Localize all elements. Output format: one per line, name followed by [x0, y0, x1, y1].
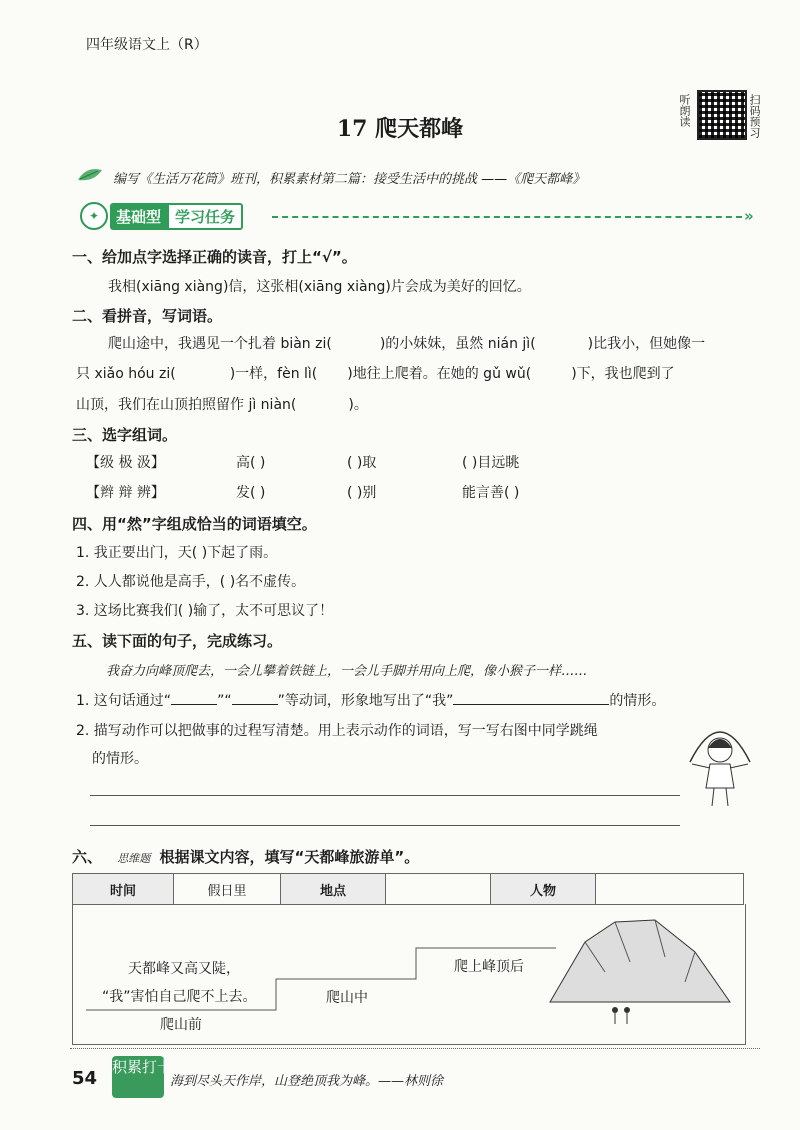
- q5-item1-part: 1. 这句话通过“: [76, 693, 172, 709]
- tour-table: [72, 873, 744, 905]
- q5-item1-part: ”等动词，形象地写出了“我”: [277, 693, 454, 709]
- header-time: 时间: [73, 874, 174, 905]
- q2-line2-part: )一样，fèn lì(: [229, 366, 318, 382]
- q5-item2: 2. 描写动作可以把做事的过程写清楚。用上表示动作的词语，写一写右图中同学跳绳: [76, 723, 598, 739]
- q3-row1-b: ( )取: [347, 455, 377, 471]
- q5-item2-cont: 的情形。: [92, 751, 148, 767]
- q3-row1-chars: 【级 极 汲】: [86, 455, 165, 471]
- footer-tag: 积累打卡: [112, 1056, 164, 1098]
- q5-item1-part: ”“: [217, 693, 232, 709]
- step1-text: 天都峰又高又陡，: [128, 961, 240, 977]
- q6-tag: 思维题: [117, 852, 151, 865]
- q1-title: 一、给加点字选择正确的读音，打上“√”。: [72, 248, 357, 266]
- qr-code-icon[interactable]: [697, 90, 747, 140]
- q2-line1: [108, 333, 705, 353]
- q6-title: 根据课文内容，填写“天都峰旅游单”。: [159, 848, 420, 866]
- q2-line3-part: 山顶，我们在山顶拍照留作 jì niàn(: [76, 397, 297, 413]
- jump-rope-girl-image: [680, 712, 760, 812]
- place-value[interactable]: [386, 874, 491, 905]
- mountain-image: [545, 912, 735, 1032]
- badge-part1: 基础型: [110, 203, 167, 230]
- arrows-icon: »: [744, 207, 754, 225]
- answer-blank[interactable]: [453, 704, 609, 705]
- q2-line1-part: 爬山途中，我遇见一个扎着 biàn zi(: [108, 336, 332, 352]
- q6-line: [72, 846, 419, 867]
- writing-line[interactable]: [90, 825, 680, 826]
- q3-title: 三、选字组词。: [72, 426, 178, 444]
- header-people: 人物: [491, 874, 596, 905]
- q3-row2-b: ( )别: [347, 485, 377, 501]
- q2-line2-part: 只 xiǎo hóu zi(: [76, 366, 176, 382]
- q4-item: 2. 人人都说他是高手，( )名不虚传。: [76, 574, 306, 590]
- page-number: 54: [72, 1068, 98, 1089]
- q5-title: 五、读下面的句子，完成练习。: [72, 632, 283, 650]
- step3-label: 爬上峰顶后: [454, 959, 524, 975]
- q6-num: 六、: [72, 848, 103, 866]
- q3-row1-a: 高( ): [236, 455, 266, 471]
- step2-label: 爬山中: [326, 990, 368, 1006]
- section-divider: [272, 216, 742, 218]
- intro-line: 编写《生活万花筒》班刊，积累素材第二篇：接受生活中的挑战 ——《爬天都峰》: [113, 172, 586, 187]
- q3-row2-c: 能言善( ): [462, 485, 520, 501]
- qr-right-label: 扫码预习: [748, 94, 761, 138]
- leaf-icon: [76, 166, 104, 182]
- q2-line1-part: )比我小，但她像一: [587, 336, 706, 352]
- footer-quote: 海到尽头天作岸，山登绝顶我为峰。——林则徐: [170, 1074, 444, 1089]
- q3-row2-chars: 【辫 辩 辨】: [86, 485, 165, 501]
- step1-label: 爬山前: [160, 1017, 202, 1033]
- answer-blank[interactable]: [171, 704, 217, 705]
- q2-line2-part: )下，我也爬到了: [571, 366, 675, 382]
- badge-part2: 学习任务: [167, 203, 243, 230]
- step1-text: “我”害怕自己爬不上去。: [102, 989, 257, 1005]
- qr-left-label: 听朗读: [678, 94, 691, 127]
- lightbulb-icon: ✦: [80, 202, 108, 230]
- header-place: 地点: [281, 874, 386, 905]
- q2-line2: [76, 363, 675, 383]
- time-value[interactable]: 假日里: [174, 874, 281, 905]
- q3-row2-a: 发( ): [236, 485, 266, 501]
- q2-line2-part: )地往上爬着。在她的 gǔ wǔ(: [347, 366, 532, 382]
- lesson-title: 17 爬天都峰: [336, 116, 464, 142]
- footer-divider: [70, 1048, 760, 1049]
- q4-item: 1. 我正要出门，天( )下起了雨。: [76, 545, 278, 561]
- writing-line[interactable]: [90, 795, 680, 796]
- q2-line3-part: )。: [348, 397, 368, 413]
- answer-blank[interactable]: [232, 704, 278, 705]
- q2-line1-part: )的小妹妹，虽然 nián jì(: [379, 336, 536, 352]
- people-value[interactable]: [596, 874, 744, 905]
- q4-item: 3. 这场比赛我们( )输了，太不可思议了！: [76, 603, 334, 619]
- q4-title: 四、用“然”字组成恰当的词语填空。: [72, 515, 317, 533]
- q5-item1-part: 的情形。: [609, 693, 666, 709]
- q2-title: 二、看拼音，写词语。: [72, 307, 223, 325]
- section-badge: [80, 203, 243, 229]
- q5-item1: [76, 690, 665, 710]
- grade-label: 四年级语文上（R）: [86, 37, 208, 53]
- q1-line: 我相(xiāng xiàng)信，这张相(xiāng xiàng)片会成为美好的回忆。: [108, 279, 531, 295]
- q2-line3: [76, 394, 368, 414]
- q3-row1-c: ( )目远眺: [462, 455, 520, 471]
- q5-sentence: 我奋力向峰顶爬去，一会儿攀着铁链上，一会儿手脚并用向上爬，像小猴子一样……: [106, 664, 588, 679]
